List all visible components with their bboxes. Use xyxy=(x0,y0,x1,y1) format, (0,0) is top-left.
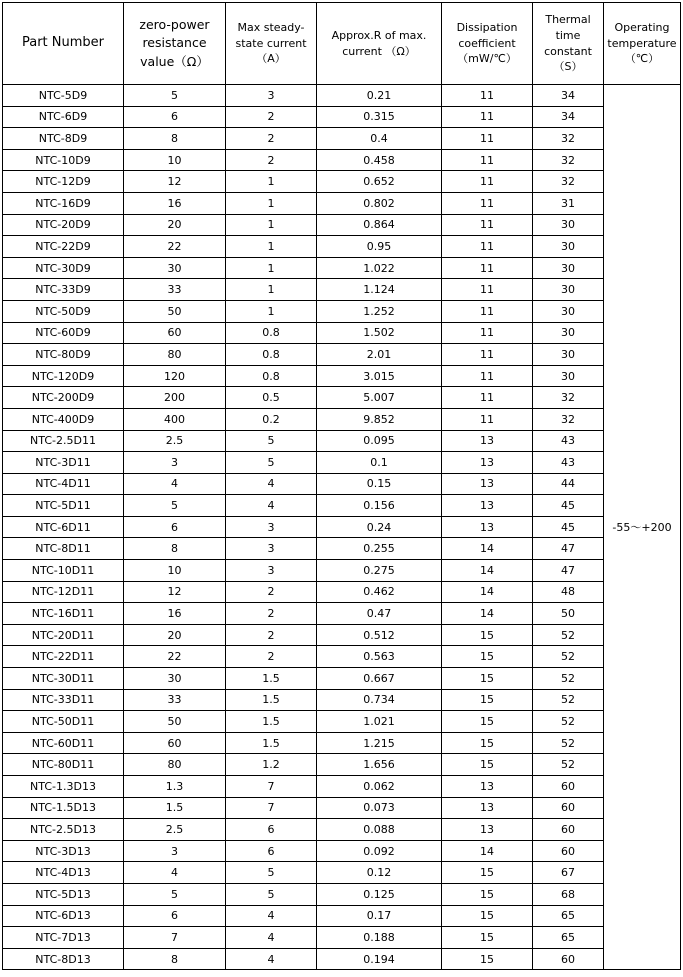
dissipation-cell: 13 xyxy=(442,473,533,495)
thermal-cell: 30 xyxy=(533,344,604,366)
current-cell: 4 xyxy=(226,473,317,495)
current-cell: 0.8 xyxy=(226,344,317,366)
dissipation-cell: 11 xyxy=(442,149,533,171)
approx-r-cell: 0.12 xyxy=(317,862,442,884)
part-number-cell: NTC-200D9 xyxy=(3,387,124,409)
current-cell: 1.5 xyxy=(226,668,317,690)
resistance-cell: 20 xyxy=(124,624,226,646)
part-number-cell: NTC-120D9 xyxy=(3,365,124,387)
current-cell: 7 xyxy=(226,776,317,798)
dissipation-cell: 11 xyxy=(442,322,533,344)
approx-r-cell: 0.95 xyxy=(317,236,442,258)
table-row xyxy=(3,149,681,171)
thermal-cell: 32 xyxy=(533,171,604,193)
approx-r-cell: 0.156 xyxy=(317,495,442,517)
approx-r-cell: 0.512 xyxy=(317,624,442,646)
current-cell: 0.2 xyxy=(226,408,317,430)
current-cell: 3 xyxy=(226,560,317,582)
dissipation-cell: 13 xyxy=(442,797,533,819)
resistance-cell: 8 xyxy=(124,538,226,560)
resistance-cell: 8 xyxy=(124,948,226,970)
part-number-cell: NTC-33D11 xyxy=(3,689,124,711)
table-body xyxy=(3,85,681,970)
part-number-cell: NTC-80D11 xyxy=(3,754,124,776)
approx-r-cell: 0.667 xyxy=(317,668,442,690)
part-number-cell: NTC-3D13 xyxy=(3,840,124,862)
part-number-cell: NTC-2.5D13 xyxy=(3,819,124,841)
dissipation-cell: 14 xyxy=(442,538,533,560)
dissipation-cell: 14 xyxy=(442,603,533,625)
approx-r-cell: 0.255 xyxy=(317,538,442,560)
dissipation-cell: 11 xyxy=(442,365,533,387)
approx-r-cell: 1.022 xyxy=(317,257,442,279)
table-row xyxy=(3,279,681,301)
part-number-cell: NTC-50D9 xyxy=(3,300,124,322)
dissipation-cell: 15 xyxy=(442,948,533,970)
part-number-cell: NTC-5D11 xyxy=(3,495,124,517)
table-row xyxy=(3,128,681,150)
approx-r-cell: 0.4 xyxy=(317,128,442,150)
approx-r-cell: 0.21 xyxy=(317,85,442,107)
table-row xyxy=(3,560,681,582)
approx-r-cell: 0.095 xyxy=(317,430,442,452)
approx-r-cell: 0.15 xyxy=(317,473,442,495)
operating-temperature-cell: -55～+200 xyxy=(604,85,681,970)
resistance-cell: 80 xyxy=(124,344,226,366)
dissipation-cell: 13 xyxy=(442,495,533,517)
thermal-cell: 32 xyxy=(533,128,604,150)
thermal-cell: 30 xyxy=(533,279,604,301)
table-row xyxy=(3,495,681,517)
thermal-cell: 30 xyxy=(533,214,604,236)
thermal-cell: 32 xyxy=(533,149,604,171)
thermal-cell: 52 xyxy=(533,754,604,776)
part-number-cell: NTC-8D11 xyxy=(3,538,124,560)
resistance-cell: 30 xyxy=(124,668,226,690)
resistance-cell: 8 xyxy=(124,128,226,150)
part-number-cell: NTC-7D13 xyxy=(3,927,124,949)
thermal-cell: 60 xyxy=(533,819,604,841)
dissipation-cell: 13 xyxy=(442,516,533,538)
resistance-cell: 50 xyxy=(124,300,226,322)
dissipation-cell: 11 xyxy=(442,85,533,107)
dissipation-cell: 15 xyxy=(442,646,533,668)
current-cell: 5 xyxy=(226,862,317,884)
table-row xyxy=(3,236,681,258)
resistance-cell: 3 xyxy=(124,452,226,474)
approx-r-cell: 0.802 xyxy=(317,192,442,214)
approx-r-cell: 0.24 xyxy=(317,516,442,538)
current-cell: 1.5 xyxy=(226,711,317,733)
approx-r-cell: 0.17 xyxy=(317,905,442,927)
part-number-cell: NTC-6D9 xyxy=(3,106,124,128)
approx-r-cell: 1.656 xyxy=(317,754,442,776)
thermal-cell: 60 xyxy=(533,948,604,970)
resistance-cell: 5 xyxy=(124,495,226,517)
table-row xyxy=(3,430,681,452)
approx-r-cell: 1.021 xyxy=(317,711,442,733)
approx-r-cell: 0.462 xyxy=(317,581,442,603)
approx-r-cell: 0.088 xyxy=(317,819,442,841)
part-number-cell: NTC-1.3D13 xyxy=(3,776,124,798)
thermal-cell: 68 xyxy=(533,883,604,905)
table-row xyxy=(3,646,681,668)
resistance-cell: 1.3 xyxy=(124,776,226,798)
dissipation-cell: 15 xyxy=(442,754,533,776)
approx-r-cell: 0.47 xyxy=(317,603,442,625)
table-row xyxy=(3,473,681,495)
current-cell: 1 xyxy=(226,214,317,236)
current-cell: 5 xyxy=(226,883,317,905)
approx-r-cell: 0.194 xyxy=(317,948,442,970)
table-row xyxy=(3,603,681,625)
current-cell: 2 xyxy=(226,149,317,171)
thermal-cell: 52 xyxy=(533,668,604,690)
current-cell: 1 xyxy=(226,300,317,322)
thermal-cell: 65 xyxy=(533,905,604,927)
table-row xyxy=(3,214,681,236)
approx-r-cell: 0.563 xyxy=(317,646,442,668)
thermal-cell: 67 xyxy=(533,862,604,884)
thermal-cell: 32 xyxy=(533,408,604,430)
dissipation-cell: 11 xyxy=(442,128,533,150)
part-number-cell: NTC-60D9 xyxy=(3,322,124,344)
approx-r-cell: 0.275 xyxy=(317,560,442,582)
part-number-cell: NTC-30D11 xyxy=(3,668,124,690)
part-number-cell: NTC-6D13 xyxy=(3,905,124,927)
part-number-cell: NTC-20D9 xyxy=(3,214,124,236)
approx-r-cell: 0.864 xyxy=(317,214,442,236)
thermal-cell: 52 xyxy=(533,646,604,668)
thermal-cell: 60 xyxy=(533,776,604,798)
approx-r-cell: 5.007 xyxy=(317,387,442,409)
current-cell: 4 xyxy=(226,495,317,517)
resistance-cell: 20 xyxy=(124,214,226,236)
dissipation-cell: 11 xyxy=(442,257,533,279)
part-number-cell: NTC-8D9 xyxy=(3,128,124,150)
table-row xyxy=(3,624,681,646)
part-number-cell: NTC-2.5D11 xyxy=(3,430,124,452)
current-cell: 0.8 xyxy=(226,322,317,344)
table-row xyxy=(3,711,681,733)
dissipation-cell: 15 xyxy=(442,862,533,884)
thermal-cell: 34 xyxy=(533,85,604,107)
table-row xyxy=(3,300,681,322)
current-cell: 1 xyxy=(226,257,317,279)
part-number-cell: NTC-80D9 xyxy=(3,344,124,366)
approx-r-cell: 0.652 xyxy=(317,171,442,193)
current-cell: 6 xyxy=(226,819,317,841)
current-cell: 0.8 xyxy=(226,365,317,387)
approx-r-cell: 1.215 xyxy=(317,732,442,754)
thermal-cell: 34 xyxy=(533,106,604,128)
header-approx-r: Approx.R of max. current （Ω） xyxy=(317,3,442,85)
part-number-cell: NTC-22D9 xyxy=(3,236,124,258)
dissipation-cell: 15 xyxy=(442,689,533,711)
table-row xyxy=(3,905,681,927)
resistance-cell: 12 xyxy=(124,171,226,193)
header-dissipation: Dissipation coefficient （mW/℃） xyxy=(442,3,533,85)
table-row xyxy=(3,106,681,128)
part-number-cell: NTC-10D11 xyxy=(3,560,124,582)
resistance-cell: 4 xyxy=(124,862,226,884)
table-row xyxy=(3,85,681,107)
header-operating-temp: Operating temperature（℃） xyxy=(604,3,681,85)
table-row xyxy=(3,732,681,754)
table-row xyxy=(3,538,681,560)
thermal-cell: 30 xyxy=(533,236,604,258)
part-number-cell: NTC-33D9 xyxy=(3,279,124,301)
part-number-cell: NTC-400D9 xyxy=(3,408,124,430)
approx-r-cell: 0.092 xyxy=(317,840,442,862)
part-number-cell: NTC-22D11 xyxy=(3,646,124,668)
dissipation-cell: 11 xyxy=(442,300,533,322)
current-cell: 2 xyxy=(226,581,317,603)
thermal-cell: 30 xyxy=(533,257,604,279)
table-row xyxy=(3,819,681,841)
part-number-cell: NTC-10D9 xyxy=(3,149,124,171)
approx-r-cell: 0.1 xyxy=(317,452,442,474)
resistance-cell: 50 xyxy=(124,711,226,733)
current-cell: 7 xyxy=(226,797,317,819)
table-row xyxy=(3,171,681,193)
thermal-cell: 45 xyxy=(533,495,604,517)
approx-r-cell: 1.124 xyxy=(317,279,442,301)
approx-r-cell: 3.015 xyxy=(317,365,442,387)
table-row xyxy=(3,927,681,949)
table-row xyxy=(3,516,681,538)
current-cell: 3 xyxy=(226,85,317,107)
header-row xyxy=(3,3,681,85)
table-row xyxy=(3,452,681,474)
part-number-cell: NTC-4D11 xyxy=(3,473,124,495)
resistance-cell: 33 xyxy=(124,279,226,301)
part-number-cell: NTC-6D11 xyxy=(3,516,124,538)
thermal-cell: 43 xyxy=(533,430,604,452)
thermal-cell: 43 xyxy=(533,452,604,474)
resistance-cell: 120 xyxy=(124,365,226,387)
resistance-cell: 80 xyxy=(124,754,226,776)
ntc-spec-table xyxy=(2,2,681,970)
part-number-cell: NTC-16D9 xyxy=(3,192,124,214)
table-row xyxy=(3,257,681,279)
part-number-cell: NTC-60D11 xyxy=(3,732,124,754)
current-cell: 0.5 xyxy=(226,387,317,409)
resistance-cell: 5 xyxy=(124,883,226,905)
resistance-cell: 200 xyxy=(124,387,226,409)
part-number-cell: NTC-8D13 xyxy=(3,948,124,970)
thermal-cell: 47 xyxy=(533,560,604,582)
part-number-cell: NTC-12D9 xyxy=(3,171,124,193)
table-row xyxy=(3,689,681,711)
dissipation-cell: 14 xyxy=(442,560,533,582)
dissipation-cell: 15 xyxy=(442,668,533,690)
current-cell: 3 xyxy=(226,538,317,560)
dissipation-cell: 11 xyxy=(442,106,533,128)
dissipation-cell: 15 xyxy=(442,883,533,905)
resistance-cell: 6 xyxy=(124,516,226,538)
dissipation-cell: 15 xyxy=(442,624,533,646)
header-resistance: zero-power resistance value（Ω） xyxy=(124,3,226,85)
header-part-number: Part Number xyxy=(3,3,124,85)
dissipation-cell: 15 xyxy=(442,711,533,733)
dissipation-cell: 13 xyxy=(442,430,533,452)
current-cell: 1 xyxy=(226,236,317,258)
resistance-cell: 10 xyxy=(124,560,226,582)
approx-r-cell: 0.734 xyxy=(317,689,442,711)
part-number-cell: NTC-12D11 xyxy=(3,581,124,603)
approx-r-cell: 0.458 xyxy=(317,149,442,171)
approx-r-cell: 0.062 xyxy=(317,776,442,798)
current-cell: 2 xyxy=(226,106,317,128)
thermal-cell: 44 xyxy=(533,473,604,495)
thermal-cell: 48 xyxy=(533,581,604,603)
current-cell: 1.5 xyxy=(226,689,317,711)
approx-r-cell: 9.852 xyxy=(317,408,442,430)
table-row xyxy=(3,387,681,409)
part-number-cell: NTC-1.5D13 xyxy=(3,797,124,819)
resistance-cell: 6 xyxy=(124,106,226,128)
dissipation-cell: 11 xyxy=(442,344,533,366)
current-cell: 1.5 xyxy=(226,732,317,754)
table-row xyxy=(3,883,681,905)
approx-r-cell: 2.01 xyxy=(317,344,442,366)
approx-r-cell: 0.315 xyxy=(317,106,442,128)
approx-r-cell: 1.502 xyxy=(317,322,442,344)
dissipation-cell: 14 xyxy=(442,581,533,603)
dissipation-cell: 11 xyxy=(442,387,533,409)
current-cell: 5 xyxy=(226,452,317,474)
resistance-cell: 16 xyxy=(124,603,226,625)
current-cell: 2 xyxy=(226,624,317,646)
dissipation-cell: 13 xyxy=(442,819,533,841)
thermal-cell: 30 xyxy=(533,300,604,322)
thermal-cell: 60 xyxy=(533,797,604,819)
dissipation-cell: 15 xyxy=(442,905,533,927)
approx-r-cell: 0.073 xyxy=(317,797,442,819)
current-cell: 4 xyxy=(226,905,317,927)
current-cell: 5 xyxy=(226,430,317,452)
thermal-cell: 52 xyxy=(533,732,604,754)
part-number-cell: NTC-4D13 xyxy=(3,862,124,884)
thermal-cell: 60 xyxy=(533,840,604,862)
thermal-cell: 52 xyxy=(533,624,604,646)
current-cell: 2 xyxy=(226,128,317,150)
table-row xyxy=(3,862,681,884)
table-row xyxy=(3,322,681,344)
thermal-cell: 52 xyxy=(533,711,604,733)
current-cell: 6 xyxy=(226,840,317,862)
part-number-cell: NTC-20D11 xyxy=(3,624,124,646)
table-row xyxy=(3,797,681,819)
part-number-cell: NTC-16D11 xyxy=(3,603,124,625)
resistance-cell: 10 xyxy=(124,149,226,171)
header-max-current: Max steady-state current（A） xyxy=(226,3,317,85)
resistance-cell: 400 xyxy=(124,408,226,430)
dissipation-cell: 11 xyxy=(442,214,533,236)
resistance-cell: 22 xyxy=(124,646,226,668)
thermal-cell: 50 xyxy=(533,603,604,625)
resistance-cell: 30 xyxy=(124,257,226,279)
header-thermal-time: Thermal time constant （S） xyxy=(533,3,604,85)
current-cell: 1 xyxy=(226,192,317,214)
current-cell: 2 xyxy=(226,646,317,668)
current-cell: 1 xyxy=(226,279,317,301)
current-cell: 2 xyxy=(226,603,317,625)
resistance-cell: 60 xyxy=(124,322,226,344)
thermal-cell: 52 xyxy=(533,689,604,711)
table-row xyxy=(3,776,681,798)
current-cell: 1 xyxy=(226,171,317,193)
thermal-cell: 47 xyxy=(533,538,604,560)
dissipation-cell: 15 xyxy=(442,732,533,754)
current-cell: 4 xyxy=(226,948,317,970)
dissipation-cell: 11 xyxy=(442,408,533,430)
resistance-cell: 16 xyxy=(124,192,226,214)
dissipation-cell: 11 xyxy=(442,279,533,301)
thermal-cell: 32 xyxy=(533,387,604,409)
dissipation-cell: 15 xyxy=(442,927,533,949)
table-row xyxy=(3,192,681,214)
resistance-cell: 5 xyxy=(124,85,226,107)
approx-r-cell: 0.188 xyxy=(317,927,442,949)
current-cell: 3 xyxy=(226,516,317,538)
thermal-cell: 30 xyxy=(533,322,604,344)
resistance-cell: 2.5 xyxy=(124,430,226,452)
table-row xyxy=(3,754,681,776)
resistance-cell: 2.5 xyxy=(124,819,226,841)
approx-r-cell: 0.125 xyxy=(317,883,442,905)
resistance-cell: 1.5 xyxy=(124,797,226,819)
part-number-cell: NTC-3D11 xyxy=(3,452,124,474)
dissipation-cell: 13 xyxy=(442,776,533,798)
table-row xyxy=(3,344,681,366)
current-cell: 1.2 xyxy=(226,754,317,776)
part-number-cell: NTC-5D13 xyxy=(3,883,124,905)
resistance-cell: 7 xyxy=(124,927,226,949)
thermal-cell: 45 xyxy=(533,516,604,538)
dissipation-cell: 14 xyxy=(442,840,533,862)
dissipation-cell: 11 xyxy=(442,236,533,258)
thermal-cell: 30 xyxy=(533,365,604,387)
part-number-cell: NTC-30D9 xyxy=(3,257,124,279)
resistance-cell: 6 xyxy=(124,905,226,927)
table-row xyxy=(3,408,681,430)
dissipation-cell: 11 xyxy=(442,192,533,214)
resistance-cell: 33 xyxy=(124,689,226,711)
dissipation-cell: 13 xyxy=(442,452,533,474)
current-cell: 4 xyxy=(226,927,317,949)
dissipation-cell: 11 xyxy=(442,171,533,193)
resistance-cell: 4 xyxy=(124,473,226,495)
table-row xyxy=(3,581,681,603)
part-number-cell: NTC-5D9 xyxy=(3,85,124,107)
thermal-cell: 31 xyxy=(533,192,604,214)
resistance-cell: 12 xyxy=(124,581,226,603)
table-row xyxy=(3,840,681,862)
resistance-cell: 22 xyxy=(124,236,226,258)
part-number-cell: NTC-50D11 xyxy=(3,711,124,733)
table-row xyxy=(3,668,681,690)
resistance-cell: 3 xyxy=(124,840,226,862)
thermal-cell: 65 xyxy=(533,927,604,949)
table-row xyxy=(3,365,681,387)
resistance-cell: 60 xyxy=(124,732,226,754)
table-row xyxy=(3,948,681,970)
approx-r-cell: 1.252 xyxy=(317,300,442,322)
